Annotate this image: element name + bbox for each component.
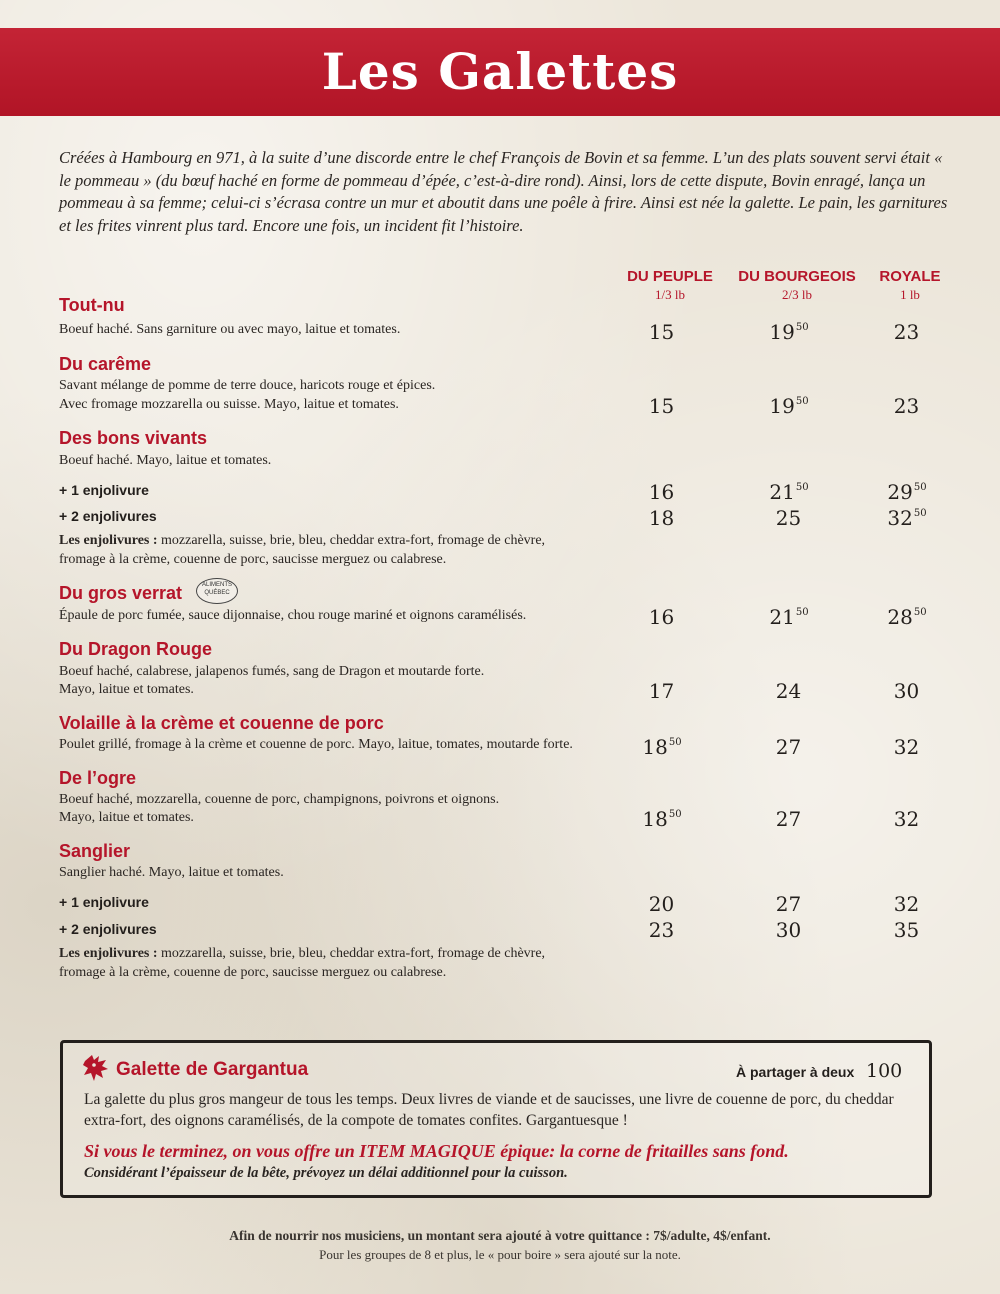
gargantua-promo: Si vous le terminez, on vous offre un ITEM MAGIQUE épique: la corne de fritailles sans fond. <box>84 1141 789 1161</box>
column-name: ROYALE <box>879 268 941 285</box>
column-name: DU BOURGEOIS <box>738 268 856 285</box>
item-description: Boeuf haché. Sans garniture ou avec mayo, laitue et tomates. <box>59 322 401 337</box>
enjolivures-note: Les enjolivures : mozzarella, suisse, brie, bleu, cheddar extra-fort, fromage de chèvre, <box>59 946 546 961</box>
column-royale <box>830 268 990 304</box>
enjolivures-note: fromage à la crème, couenne de porc, saucisse merguez ou calabrese. <box>59 965 447 980</box>
price-royale: 23 <box>893 394 920 418</box>
item-description: Poulet grillé, fromage à la crème et couenne de porc. Mayo, laitue, tomates, moutarde forte. <box>59 737 573 752</box>
item-description: Avec fromage mozzarella ou suisse. Mayo, laitue et tomates. <box>59 397 399 412</box>
aliments-quebec-logo: ALIMENTS QUÉBEC <box>196 578 238 604</box>
price-du-bourgeois: $21^{50}$ <box>769 605 809 629</box>
price-du-peuple: 15 <box>648 320 675 344</box>
price-du-bourgeois: 27 <box>775 892 802 916</box>
price-du-bourgeois: $19^{50}$ <box>769 394 809 418</box>
footer-tip: Pour les groupes de 8 et plus, le « pour boire » sera ajouté sur la note. <box>319 1247 681 1262</box>
price-du-bourgeois: 27 <box>775 807 802 831</box>
price-du-peuple: 23 <box>648 918 675 942</box>
option-label: + 2 enjolivures <box>59 921 157 937</box>
gargantua-description: La galette du plus gros mangeur de tous les temps. Deux livres de viande et de saucisses, une livre de couenne de porc, du cheddar extra-fort, des oignons caramélisés, de la compote de tomates confites. Gargantuesque ! <box>84 1091 894 1129</box>
option-label: + 1 enjolivure <box>59 894 149 910</box>
item-title: Tout-nu <box>59 295 125 315</box>
item-title: De l’ogre <box>59 768 137 788</box>
price-royale: 32 <box>893 892 920 916</box>
item-description: Savant mélange de pomme de terre douce, haricots rouge et épices. <box>59 378 436 393</box>
option-label: + 1 enjolivure <box>59 482 149 498</box>
price-royale: $28^{50}$ <box>887 605 927 629</box>
page-title: Les Galettes <box>321 42 679 101</box>
option-label: + 2 enjolivures <box>59 508 157 524</box>
gargantua-note: Considérant l’épaisseur de la bête, prévoyez un délai additionnel pour la cuisson. <box>84 1165 568 1181</box>
item-title: Du carême <box>59 354 152 374</box>
item-description: Épaule de porc fumée, sauce dijonnaise, chou rouge mariné et oignons caramélisés. <box>59 608 527 623</box>
gargantua-price: 100 <box>866 1060 903 1082</box>
price-royale: 23 <box>893 320 920 344</box>
price-du-peuple: 15 <box>648 394 675 418</box>
title-banner <box>0 28 1000 116</box>
item-title: Du Dragon Rouge <box>59 639 212 659</box>
price-royale: 35 <box>893 918 920 942</box>
item-description: Mayo, laitue et tomates. <box>59 810 194 825</box>
price-du-peuple: 18 <box>648 506 675 530</box>
item-description: Boeuf haché. Mayo, laitue et tomates. <box>59 453 272 468</box>
column-weight: 2/3 lb <box>782 287 812 302</box>
price-du-peuple: 17 <box>648 679 675 703</box>
price-du-bourgeois: $19^{50}$ <box>769 320 809 344</box>
column-weight: 1 lb <box>900 287 920 302</box>
dragon-icon <box>82 1053 110 1083</box>
item-title: Du gros verrat <box>59 583 183 603</box>
price-du-bourgeois: 25 <box>775 506 802 530</box>
price-du-bourgeois: 24 <box>775 679 802 703</box>
item-description: Boeuf haché, calabrese, jalapenos fumés, sang de Dragon et moutarde forte. <box>59 664 485 679</box>
price-du-peuple: 16 <box>648 480 675 504</box>
price-du-peuple: $18^{50}$ <box>642 735 682 759</box>
item-title: Sanglier <box>59 841 131 861</box>
price-royale: 30 <box>893 679 920 703</box>
price-royale: 32 <box>893 735 920 759</box>
item-title: Volaille à la crème et couenne de porc <box>59 713 384 733</box>
price-du-peuple: 20 <box>648 892 675 916</box>
gargantua-title: Galette de Gargantua <box>116 1059 309 1080</box>
price-du-peuple: $18^{50}$ <box>642 807 682 831</box>
enjolivures-note: fromage à la crème, couenne de porc, saucisse merguez ou calabrese. <box>59 552 447 567</box>
footer-musicians: Afin de nourrir nos musiciens, un montant sera ajouté à votre quittance : 7$/adulte, 4$/enfant. <box>229 1228 771 1243</box>
price-du-bourgeois: $21^{50}$ <box>769 480 809 504</box>
item-description: Sanglier haché. Mayo, laitue et tomates. <box>59 865 284 880</box>
price-royale: $32^{50}$ <box>887 506 927 530</box>
price-du-bourgeois: 30 <box>775 918 802 942</box>
enjolivures-note: Les enjolivures : mozzarella, suisse, brie, bleu, cheddar extra-fort, fromage de chèvre, <box>59 533 546 548</box>
price-royale: 32 <box>893 807 920 831</box>
item-description: Boeuf haché, mozzarella, couenne de porc, champignons, poivrons et oignons. <box>59 792 500 807</box>
intro-text: Créées à Hambourg en 971, à la suite d’une discorde entre le chef François de Bovin et sa femme. L’un des plats souvent servi était « le pommeau » (du bœuf haché en forme de pommeau d’épée, c’est-à-dire rond). Ainsi, lors de cette dispute, Bovin enragé, lança un pommeau à sa femme; celui-ci s’écrasa contre un mur et aboutit dans une poêle à frire. Ainsi est née la galette. Le pain, les garnitures et les frites vinrent plus tard. Encore une fois, un incident fit l’histoire. <box>59 148 948 235</box>
price-royale: $29^{50}$ <box>887 480 927 504</box>
item-title: Des bons vivants <box>59 428 208 448</box>
price-du-bourgeois: 27 <box>775 735 802 759</box>
column-weight: 1/3 lb <box>655 287 685 302</box>
price-du-peuple: 16 <box>648 605 675 629</box>
item-description: Mayo, laitue et tomates. <box>59 682 194 697</box>
share-label: À partager à deux <box>736 1064 855 1080</box>
column-name: DU PEUPLE <box>627 268 713 285</box>
